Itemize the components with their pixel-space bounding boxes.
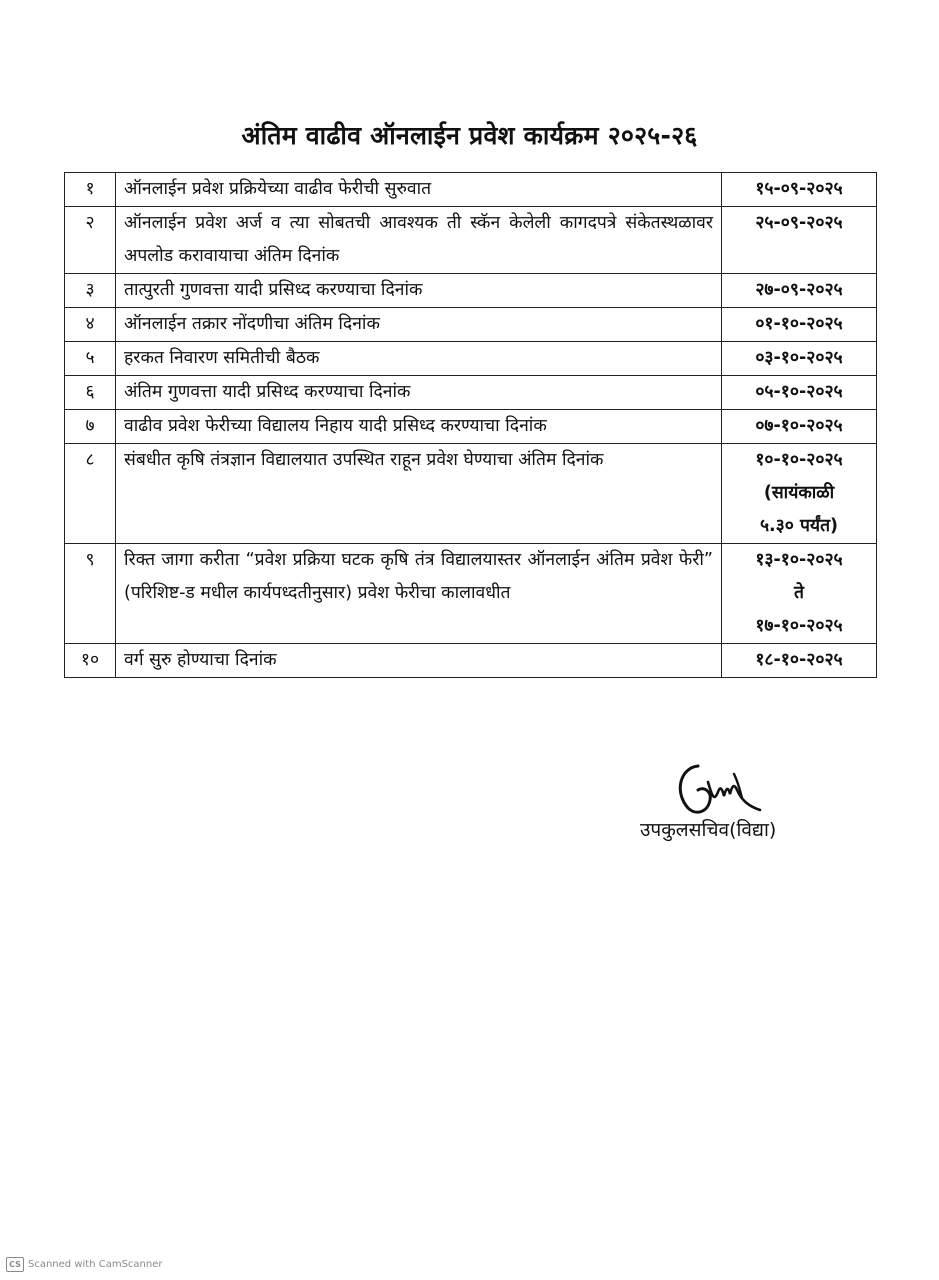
row-date-separator: ते [794,583,804,603]
table-row [65,207,877,274]
schedule-table [64,172,877,678]
row-description: वर्ग सुरु होण्याचा दिनांक [116,644,722,678]
row-number: १ [65,173,116,207]
table-row [65,342,877,376]
row-date-note: ५.३० पर्यंत) [759,516,839,536]
row-date: ०३-१०-२०२५ [722,342,877,376]
row-number: ८ [65,444,116,544]
row-date-block [722,544,877,644]
row-date: २७-०९-२०२५ [722,274,877,308]
row-number: ५ [65,342,116,376]
row-number: २ [65,207,116,274]
row-date: ०१-१०-२०२५ [722,308,877,342]
row-number: ४ [65,308,116,342]
row-date-start: १३-१०-२०२५ [755,550,843,570]
row-description: संबधीत कृषि तंत्रज्ञान विद्यालयात उपस्थित राहून प्रवेश घेण्याचा अंतिम दिनांक [116,444,722,544]
table-row [65,444,877,544]
row-description: रिक्त जागा करीता “प्रवेश प्रक्रिया घटक कृषि तंत्र विद्यालयास्तर ऑनलाईन अंतिम प्रवेश फेरी” (परिशिष्ट-ड मधील कार्यपध्दतीनुसार) प्रवेश फेरीचा कालावधीत [116,544,722,644]
row-date: ०५-१०-२०२५ [722,376,877,410]
row-description: ऑनलाईन प्रवेश अर्ज व त्या सोबतची आवश्यक ती स्कॅन केलेली कागदपत्रे संकेतस्थळावर अपलोड करावायाचा अंतिम दिनांक [116,207,722,274]
row-date-end: १७-१०-२०२५ [755,616,843,636]
row-description: ऑनलाईन तक्रार नोंदणीचा अंतिम दिनांक [116,308,722,342]
row-date: २५-०९-२०२५ [722,207,877,274]
row-description: वाढीव प्रवेश फेरीच्या विद्यालय निहाय यादी प्रसिध्द करण्याचा दिनांक [116,410,722,444]
row-description: तात्पुरती गुणवत्ता यादी प्रसिध्द करण्याचा दिनांक [116,274,722,308]
row-number: ७ [65,410,116,444]
row-number: ३ [65,274,116,308]
row-date-block [722,444,877,544]
signature-image [668,752,778,824]
row-number: १० [65,644,116,678]
table-row [65,376,877,410]
row-description: हरकत निवारण समितीची बैठक [116,342,722,376]
designation: उपकुलसचिव(विद्या) [640,819,777,841]
row-number: ६ [65,376,116,410]
row-date: १०-१०-२०२५ [755,450,843,470]
watermark-text: Scanned with CamScanner [28,1259,163,1270]
table-row [65,644,877,678]
row-description: ऑनलाईन प्रवेश प्रक्रियेच्या वाढीव फेरीची सुरुवात [116,173,722,207]
row-date: ०७-१०-२०२५ [722,410,877,444]
camscanner-logo-icon: CS [6,1257,24,1272]
table-row [65,308,877,342]
table-row [65,274,877,308]
document-title: अंतिम वाढीव ऑनलाईन प्रवेश कार्यक्रम २०२५-२६ [241,121,698,150]
table-row [65,173,877,207]
scanner-watermark [6,1257,163,1272]
row-date-note: (सायंकाळी [763,483,835,503]
row-date: १५-०९-२०२५ [722,173,877,207]
row-description: अंतिम गुणवत्ता यादी प्रसिध्द करण्याचा दिनांक [116,376,722,410]
table-row [65,544,877,644]
row-date: १८-१०-२०२५ [722,644,877,678]
table-row [65,410,877,444]
row-number: ९ [65,544,116,644]
